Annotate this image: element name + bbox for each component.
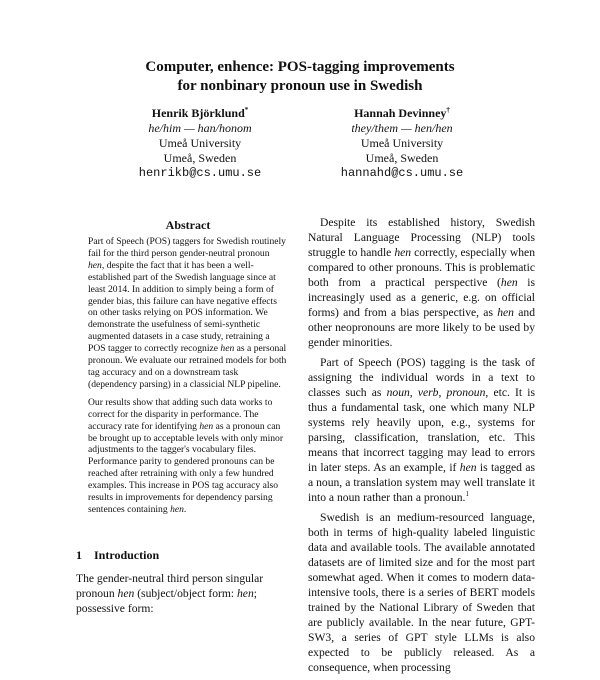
right-column <box>308 215 535 680</box>
abstract-heading: Abstract <box>165 218 211 232</box>
footnote-marker: 1 <box>465 490 469 499</box>
introduction-paragraph: The gender-neutral third person singular pronoun hen (subject/object form: hen; possessive form: <box>76 572 264 615</box>
author-email: henrikb@cs.umu.se <box>138 166 262 180</box>
author-footnote-mark: * <box>244 106 249 114</box>
author-block-1 <box>120 106 280 181</box>
author-pronouns: they/them — hen/hen <box>351 121 453 135</box>
section-title: Introduction <box>94 548 160 562</box>
body-paragraph-2: Part of Speech (POS) tagging is the task of assigning the individual words in a text to classes such as noun, verb, pronoun, etc. It is thus a fundamental task, one which many NLP systems rely heavily upon, e.g., systems for parsing, classification, translation, etc. This means that incorrect tagging may lead to errors in later steps. As an example, if hen is tagged as a noun, a translation system may well translate it into a noun rather than a pronoun.$^1$ <box>308 356 535 504</box>
author-footnote-mark: † <box>446 106 450 114</box>
abstract-paragraph-1: Part of Speech (POS) taggers for Swedish routinely fail for the third person gender-neutral pronoun hen, despite the fact that it has been a well-established part of the Swedish language since at least 2014. In addition to simply being a form of gender bias, this failure can have negative effects on other tasks relying on POS information. We demonstrate the usefulness of semi-synthetic augmented datasets in a case study, retraining a POS tagger to correctly recognize hen as a personal pronoun. We evaluate our retrained models for both tag accuracy and on a downstream task (dependency parsing) in a classicial NLP pipeline. <box>88 236 287 390</box>
body-paragraph-3: Swedish is an medium-resourced language, both in terms of high-quality labeled linguistic data and available tools. The available annotated datasets are of limited size and for the most part somewhat aged. When it comes to modern data-intensive tools, there is a series of BERT models trained by the National Library of Sweden that are publicly available. In the near future, GPT-SW3, a series of GPT style LLMs is also expected to be publicly released. As a consequence, when processing <box>308 511 535 674</box>
section-heading-introduction <box>76 548 159 563</box>
abstract-paragraph-2: Our results show that adding such data works to correct for the disparity in performance. The accuracy rate for identifying hen as a pronoun can be brought up to acceptable levels with only minor adjustments to the tagger's vocabulary files. Performance parity to gendered pronouns can be reached after retraining with only a few hundred examples. This increase in POS tag accuracy also results in improvements for dependency parsing sentences containing hen. <box>88 396 284 515</box>
author-affiliation: Umeå University <box>360 136 444 150</box>
author-block-2 <box>322 106 482 181</box>
author-location: Umeå, Sweden <box>365 151 439 165</box>
author-pronouns: he/him — han/honom <box>148 121 252 135</box>
section-number: 1 <box>76 548 82 562</box>
title-line-2: for nonbinary pronoun use in Swedish <box>177 78 423 94</box>
paper-title <box>0 58 600 96</box>
body-paragraph-1: Despite its established history, Swedish Natural Language Processing (NLP) tools struggle to handle hen correctly, especially when compared to other pronouns. This is problematic both from a practical perspective (hen is increasingly used as a generic, e.g. on official forms) and from a bias perspective, as hen and other neopronouns are more likely to be used by gender minorities. <box>308 216 535 349</box>
author-location: Umeå, Sweden <box>163 151 237 165</box>
title-line-1: Computer, enhence: POS-tagging improvements <box>145 59 455 75</box>
author-name: Henrik Björklund* <box>151 106 249 120</box>
author-name: Hannah Devinney† <box>354 106 450 120</box>
author-affiliation: Umeå University <box>158 136 242 150</box>
author-email: hannahd@cs.umu.se <box>340 166 464 180</box>
abstract-body <box>88 236 288 522</box>
